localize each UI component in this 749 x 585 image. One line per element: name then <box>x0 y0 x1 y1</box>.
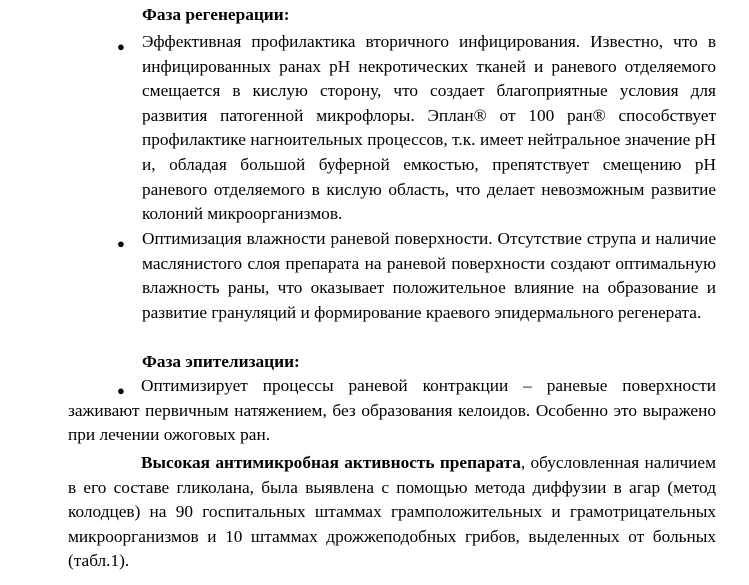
regeneration-phase-heading: Фаза регенерации: <box>142 5 290 24</box>
antimicrobial-text: , обусловленная наличием в его составе гликолана, была выявлена с помощью метода диффузии в агар (метод колодцев) на 90 госпитальных штаммах грамположительных и грамотрицательных микроорганизмов и 10 штаммах дрожжеподобных грибов, выделенных от больных (табл.1). <box>68 453 717 571</box>
bullet-marker: ● <box>117 236 125 251</box>
bullet-prevention-infection: Эффективная профилактика вторичного инфицирования. Известно, что в инфицированных ранах pH некротических тканей и раневого отделяемого смещается в кислую сторону, что создает благоприятные условия для развития патогенной микрофлоры. Эплан® от 100 ран® способствует профилактике нагноительных процессов, т.к. имеет нейтральное значение pH и, обладая большой буферной емкостью, препятствует смещению pH раневого отделяемого в кислую область, что делает невозможным развитие колоний микроорганизмов. <box>142 32 716 224</box>
epithelization-phase-heading: Фаза эпителизации: <box>142 352 300 371</box>
bullet-marker: ● <box>117 39 125 54</box>
bullet-wound-contraction: Оптимизирует процессы раневой контракции – раневые поверхности заживают первичным натяжением, без образования келоидов. Особенно это выражено при лечении ожоговых ран. <box>68 376 716 445</box>
bullet-marker: ● <box>117 383 125 398</box>
antimicrobial-paragraph <box>68 451 716 574</box>
bullet-moisture-optimization: Оптимизация влажности раневой поверхности. Отсутствие струпа и наличие маслянистого слоя препарата на раневой поверхности создают оптимальную влажность раны, что оказывает положительное влияние на образование и развитие грануляций и формирование краевого эпидермального регенерата. <box>142 229 716 322</box>
antimicrobial-lead-bold: Высокая антимикробная активность препарата <box>141 453 521 472</box>
